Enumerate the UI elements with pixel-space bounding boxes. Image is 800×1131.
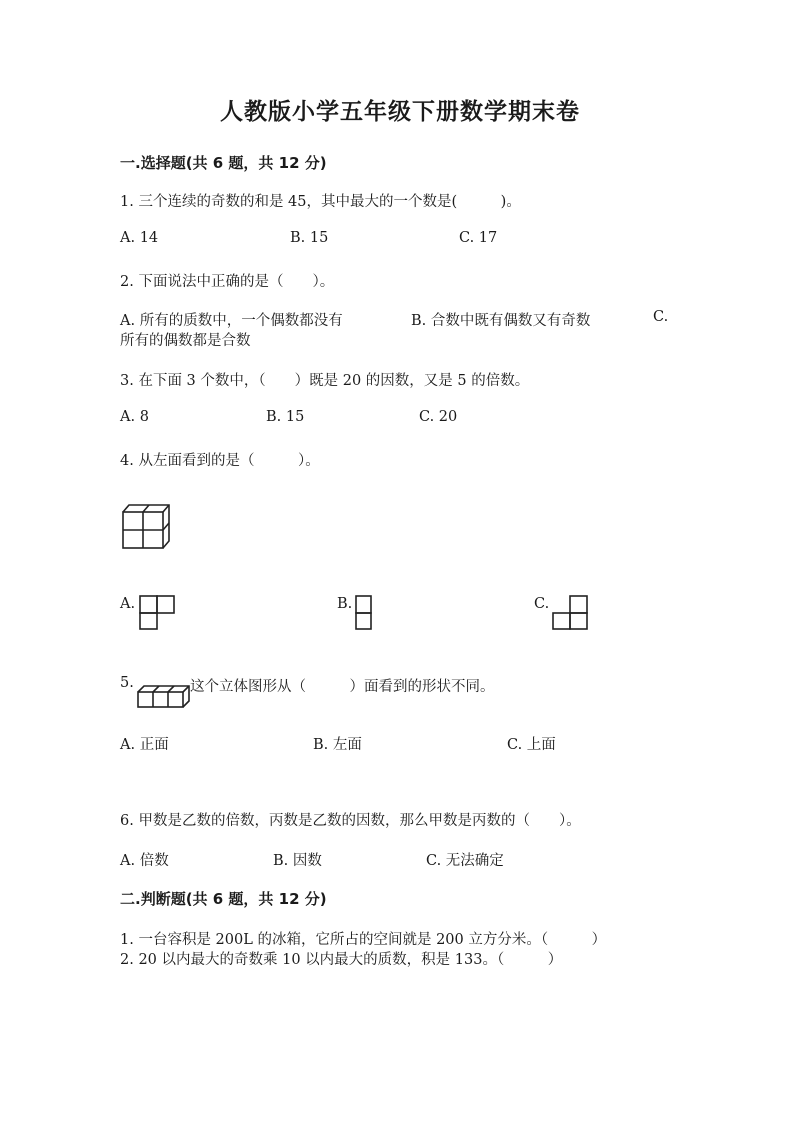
- question-6: 6. 甲数是乙数的倍数，丙数是乙数的因数，那么甲数是丙数的（ ）。: [120, 813, 581, 829]
- q5-option-c[interactable]: C. 上面: [507, 737, 556, 753]
- question-5-number: 5.: [120, 675, 134, 691]
- q4-option-c-figure: [550, 592, 592, 632]
- q1-option-a[interactable]: A. 14: [120, 230, 159, 246]
- question-5: 这个立体图形从（ ）面看到的形状不同。: [190, 679, 495, 695]
- q4-cube-figure: [118, 500, 174, 552]
- q4-option-b-figure: [352, 592, 376, 632]
- page-title: 人教版小学五年级下册数学期末卷: [220, 98, 580, 125]
- q1-option-c[interactable]: C. 17: [459, 230, 498, 246]
- q3-option-b[interactable]: B. 15: [266, 409, 305, 425]
- q3-option-c[interactable]: C. 20: [419, 409, 458, 425]
- section-heading-judgment: 二.判断题(共 6 题，共 12 分): [120, 890, 327, 908]
- question-3: 3. 在下面 3 个数中，（ ）既是 20 的因数，又是 5 的倍数。: [120, 373, 530, 389]
- q2-option-a[interactable]: A. 所有的质数中，一个偶数都没有: [120, 313, 343, 329]
- q6-option-c[interactable]: C. 无法确定: [426, 853, 504, 869]
- q2-option-c-label[interactable]: C.: [653, 309, 669, 325]
- q3-option-a[interactable]: A. 8: [120, 409, 149, 425]
- question-4: 4. 从左面看到的是（ ）。: [120, 453, 320, 469]
- q6-option-a[interactable]: A. 倍数: [120, 853, 169, 869]
- q4-option-a-figure: [137, 592, 177, 632]
- q6-option-b[interactable]: B. 因数: [273, 853, 322, 869]
- question-1: 1. 三个连续的奇数的和是 45，其中最大的一个数是( )。: [120, 194, 521, 210]
- q5-block-figure: [135, 683, 193, 711]
- q2-option-c-text[interactable]: 所有的偶数都是合数: [120, 333, 251, 349]
- q4-option-b[interactable]: B.: [337, 596, 353, 612]
- question-2: 2. 下面说法中正确的是（ ）。: [120, 274, 335, 290]
- q4-option-a[interactable]: A.: [120, 596, 136, 612]
- q5-option-b[interactable]: B. 左面: [313, 737, 362, 753]
- section-heading-choice: 一.选择题(共 6 题，共 12 分): [120, 154, 327, 172]
- judgment-item-2: 2. 20 以内最大的奇数乘 10 以内最大的质数，积是 133。（ ）: [120, 952, 563, 968]
- judgment-item-1: 1. 一台容积是 200L 的冰箱，它所占的空间就是 200 立方分米。（ ）: [120, 932, 607, 948]
- q2-option-b[interactable]: B. 合数中既有偶数又有奇数: [411, 313, 591, 329]
- q5-option-a[interactable]: A. 正面: [120, 737, 169, 753]
- q4-option-c[interactable]: C.: [534, 596, 550, 612]
- q1-option-b[interactable]: B. 15: [290, 230, 329, 246]
